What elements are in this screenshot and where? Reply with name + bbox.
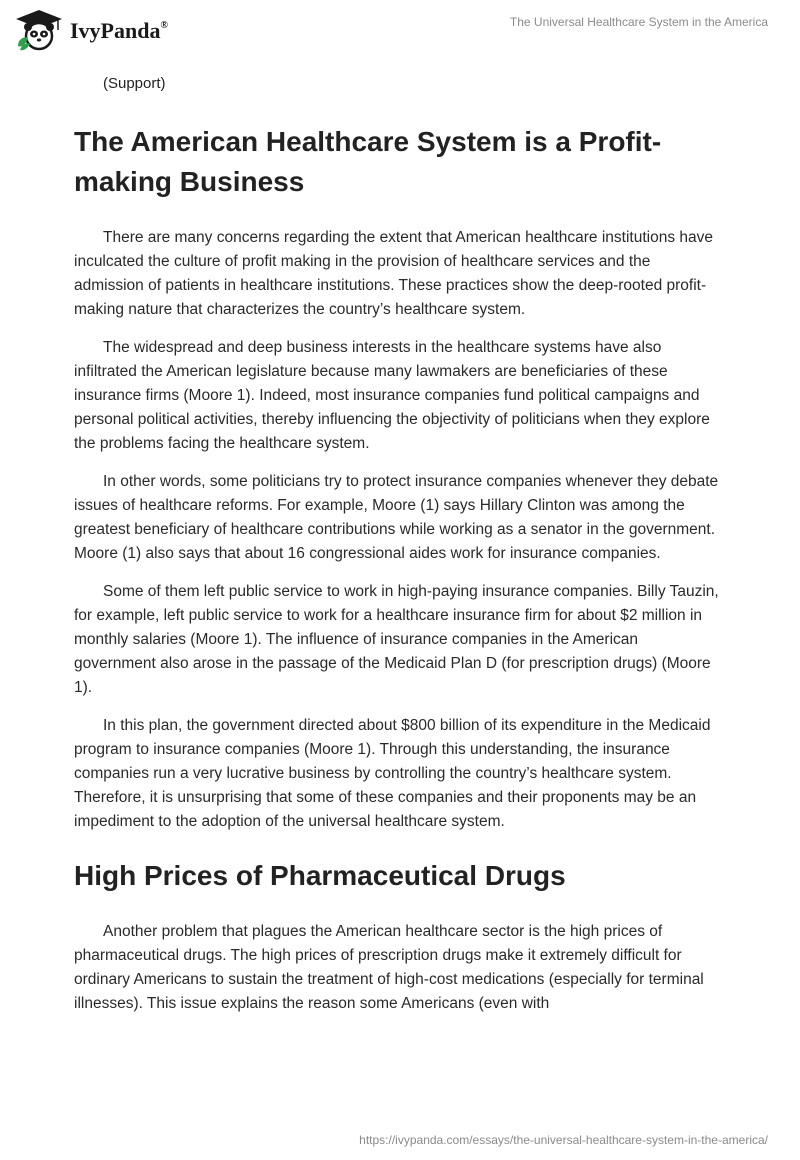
paragraph: The widespread and deep business interests in the healthcare systems have also infiltrated the American legislature because many lawmakers are beneficiaries of these insurance firms (Moore 1). Indeed, most insurance companies fund political campaigns and personal political activities, thereby influencing the objectivity of politicians when they explore the problems facing the healthcare system.	[74, 339, 710, 452]
document-title: The Universal Healthcare System in the America	[509, 15, 768, 29]
support-label: (Support)	[103, 75, 166, 92]
ivypanda-logo[interactable]	[14, 8, 168, 52]
paragraph: In this plan, the government directed about $800 billion of its expenditure in the Medicaid program to insurance companies (Moore 1). Through this understanding, the insurance companies run a very lucrative business by controlling the country’s healthcare system. Therefore, it is unsurprising that some of these companies and their proponents may be an impediment to the adoption of the universal healthcare system.	[74, 717, 711, 830]
essay-content	[74, 72, 724, 1016]
panda-graduate-icon	[14, 8, 64, 52]
brand-name: IvyPanda®	[70, 18, 168, 43]
paragraph: There are many concerns regarding the extent that American healthcare institutions have inculcated the culture of profit making in the provision of healthcare services and the admission of patients in healthcare institutions. These practices show the deep-rooted profit-making nature that characterizes the country’s healthcare system.	[74, 229, 714, 318]
section-heading-drug-prices: High Prices of Pharmaceutical Drugs	[74, 860, 566, 891]
paragraph: In other words, some politicians try to protect insurance companies whenever they debate issues of healthcare reforms. For example, Moore (1) says Hillary Clinton was among the greatest beneficiary of healthcare contributions while working as a senator in the government. Moore (1) also says that about 16 congressional aides work for insurance companies.	[74, 473, 719, 562]
paragraph: Another problem that plagues the American healthcare sector is the high prices of pharmaceutical drugs. The high prices of prescription drugs make it extremely difficult for ordinary Americans to sustain the treatment of high-cost medications (especially for terminal illnesses). This issue explains the reason some Americans (even with	[74, 923, 704, 1012]
section-heading-profit: The American Healthcare System is a Profit-making Business	[74, 126, 662, 197]
paragraph: Some of them left public service to work in high-paying insurance companies. Billy Tauzin, for example, left public service to work for a healthcare insurance firm for about $2 million in monthly salaries (Moore 1). The influence of insurance companies in the American government also arose in the passage of the Medicaid Plan D (for prescription drugs) (Moore 1).	[74, 583, 719, 696]
page-header	[0, 0, 800, 60]
source-url[interactable]: https://ivypanda.com/essays/the-universal-healthcare-system-in-the-america/	[359, 1133, 768, 1147]
